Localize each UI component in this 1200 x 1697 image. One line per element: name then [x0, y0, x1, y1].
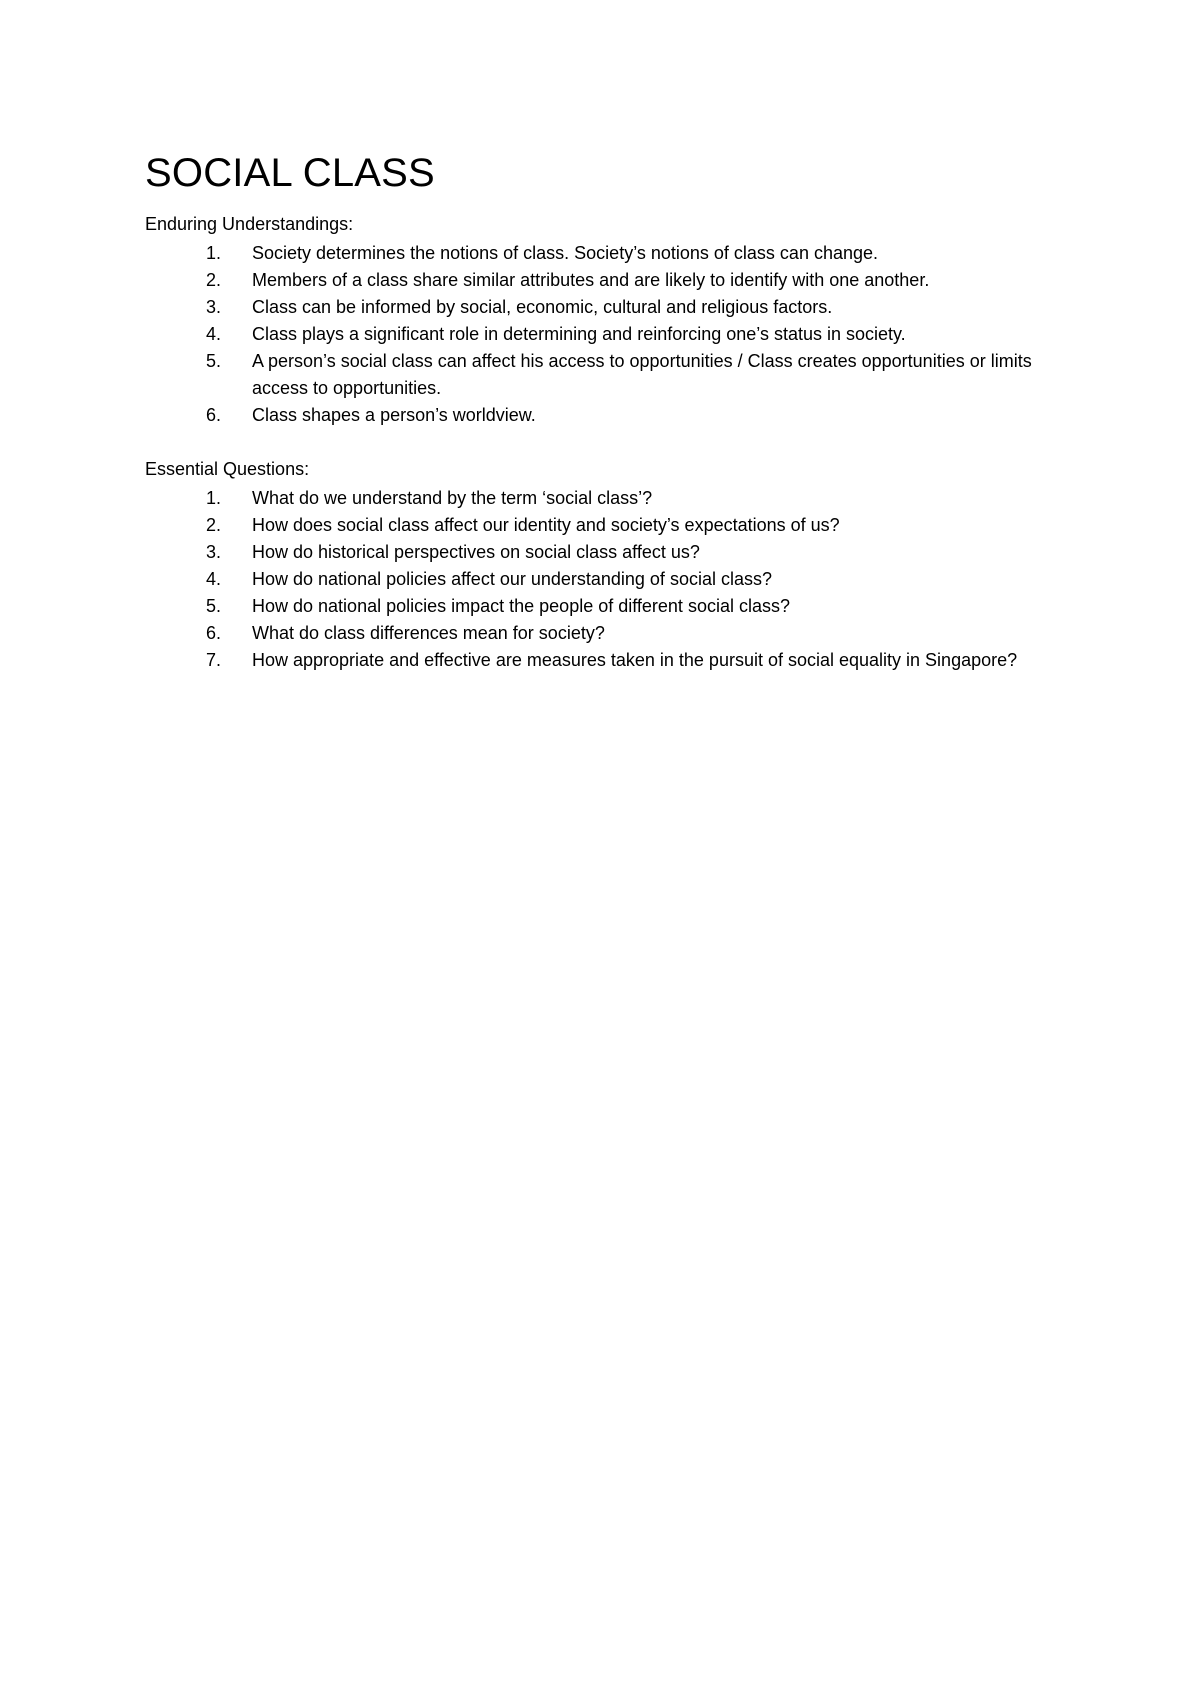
document-title: SOCIAL CLASS [145, 151, 435, 195]
list-item-text: How does social class affect our identity and society’s expectations of us? [252, 515, 840, 535]
list-item [145, 485, 1075, 512]
list-item-text: Class plays a significant role in determining and reinforcing one’s status in society. [252, 324, 906, 344]
list-number: 2. [206, 515, 222, 535]
list-number: 3. [206, 542, 222, 562]
list-item [145, 647, 1075, 674]
list-number: 2. [206, 270, 222, 290]
list-number: 6. [206, 405, 222, 425]
list-item-text: How appropriate and effective are measures taken in the pursuit of social equality in Singapore? [252, 650, 1018, 670]
list-number: 4. [206, 569, 222, 589]
list-item [145, 566, 1075, 593]
list-item-text: A person’s social class can affect his access to opportunities / Class creates opportunities or limits access to opportunities. [252, 351, 1032, 398]
list-item-text: What do we understand by the term ‘social class’? [252, 488, 653, 508]
list-item [145, 294, 1075, 321]
list-number: 1. [206, 488, 222, 508]
list-item [145, 620, 1075, 647]
list-number: 7. [206, 650, 222, 670]
list-item [145, 593, 1075, 620]
enduring-understandings-list [145, 240, 1075, 429]
section-heading: Enduring Understandings: [145, 214, 354, 234]
list-item-text: How do historical perspectives on social class affect us? [252, 542, 700, 562]
list-item-text: What do class differences mean for society? [252, 623, 605, 643]
list-number: 1. [206, 243, 222, 263]
list-item [145, 402, 1075, 429]
list-item-text: Society determines the notions of class. Society’s notions of class can change. [252, 243, 879, 263]
list-number: 5. [206, 596, 222, 616]
list-item-text: Members of a class share similar attributes and are likely to identify with one another. [252, 270, 930, 290]
list-number: 4. [206, 324, 222, 344]
essential-questions-list [145, 485, 1075, 674]
list-number: 3. [206, 297, 222, 317]
list-number: 6. [206, 623, 222, 643]
list-item [145, 267, 1075, 294]
document-content [145, 150, 1075, 701]
section-heading: Essential Questions: [145, 459, 310, 479]
list-item-text: Class can be informed by social, economic, cultural and religious factors. [252, 297, 833, 317]
list-item-text: Class shapes a person’s worldview. [252, 405, 536, 425]
list-item [145, 321, 1075, 348]
section-enduring-understandings [145, 211, 1075, 429]
section-essential-questions [145, 456, 1075, 674]
list-item-text: How do national policies affect our understanding of social class? [252, 569, 772, 589]
list-item [145, 348, 1075, 402]
list-number: 5. [206, 351, 222, 371]
list-item [145, 539, 1075, 566]
list-item-text: How do national policies impact the people of different social class? [252, 596, 790, 616]
list-item [145, 512, 1075, 539]
list-item [145, 240, 1075, 267]
